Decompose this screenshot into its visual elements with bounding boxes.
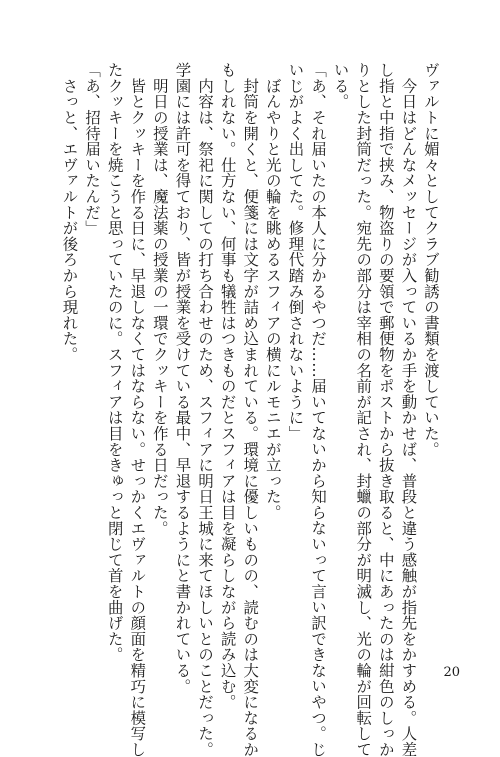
text-line: いじがよく出してた。修理代踏み倒されないように」 (286, 62, 305, 442)
text-line: ヴァルトに媚々としてクラブ勧誘の書類を渡していた。 (422, 62, 440, 457)
text-line: 皆とクッキーを作る日に、早退しなくてはならない。せっかくエヴァルトの顔面を精巧に模写し (128, 62, 147, 757)
text-line: 今日はどんなメッセージが入っているか手を動かせば、普段と違う感触が指先をかすめる。人差 (399, 62, 418, 757)
text-line: ぼんやりと光の輪を眺めるスフィアの横にルモニエが立った。 (263, 62, 282, 521)
page-number: 20 (443, 665, 460, 680)
text-line: 内容は、祭祀に関しての打ち合わせのため、スフィアに明日王城に来てほしいとのことだった。 (196, 62, 215, 757)
text-line: いる。 (331, 62, 350, 110)
text-line: さっと、エヴァルトが後ろから現れた。 (60, 62, 79, 363)
text-line: 「あ、それ届いたの本人に分かるやつだ……届いてないから知らないって言い訳できないやつ。じ (309, 62, 328, 757)
text-line: 明日の授業は、魔法薬の授業の一環でクッキーを作る日だった。 (150, 62, 169, 536)
vertical-text-body (52, 62, 442, 757)
text-line: もしれない。仕方ない、何事も犠牲はつきものだとスフィアは目を凝らしながら読み込む。 (218, 62, 237, 710)
text-line: 「あ、招待届いたんだ」 (83, 62, 102, 236)
text-line: たクッキーを焼こうと思っていたのに。スフィアは目をきゅっと閉じて首を曲げた。 (105, 62, 124, 663)
text-line: し指と中指で挟み、物盗りの要領で郵便物をポストから抜き取ると、中にあったのは紺色のしっか (376, 62, 395, 757)
text-line: 学園には許可を得ており、皆が授業を受けている最中、早退するようにと書かれている。 (173, 62, 192, 694)
text-line: りとした封筒だった。宛先の部分は宰相の名前が記され、封蠟の部分が明滅し、光の輪が回転して (354, 62, 373, 757)
text-line: 封筒を開くと、便箋には文字が詰め込まれている。環境に優しいものの、読むのは大変になるか (241, 62, 260, 757)
